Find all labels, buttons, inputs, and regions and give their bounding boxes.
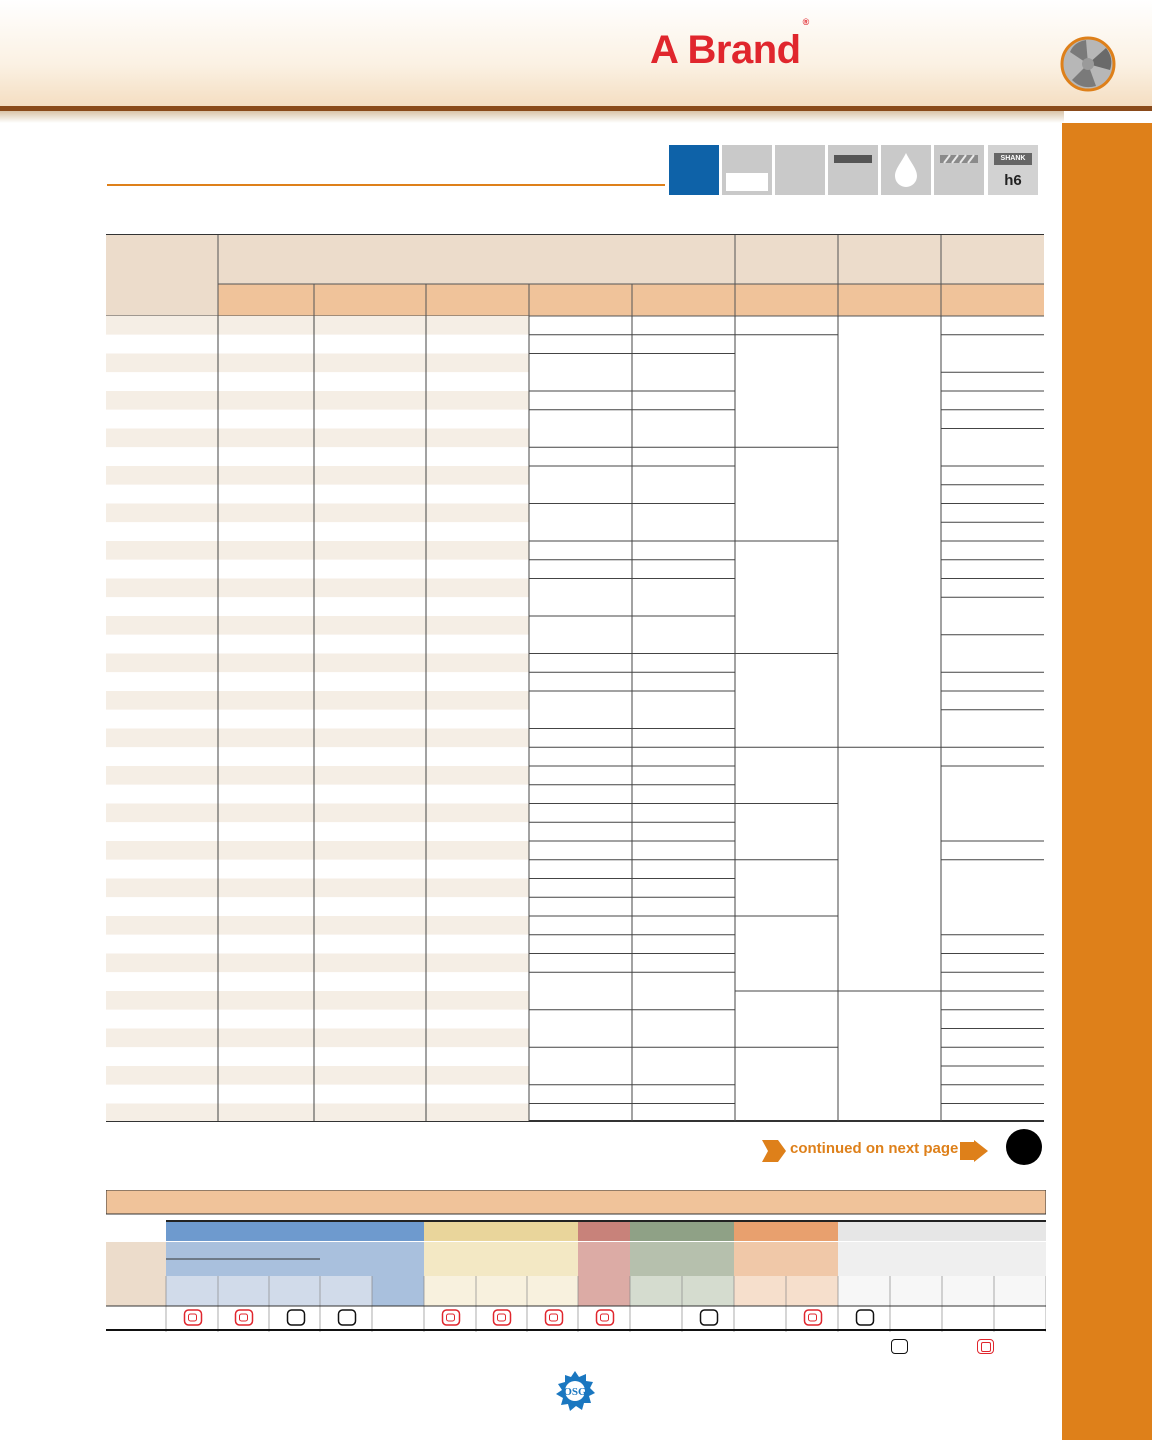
- suitability-mark: [494, 1310, 511, 1325]
- table-row: [106, 972, 529, 991]
- table-row: [106, 766, 529, 785]
- product-table: [106, 234, 1044, 1122]
- material-group-header: [734, 1222, 838, 1241]
- coolant-drop-icon: [881, 145, 931, 195]
- table-row: [106, 1085, 529, 1104]
- header-shadow: [0, 111, 1064, 123]
- table-row: [106, 597, 529, 616]
- table-row: [106, 897, 529, 916]
- table-row: [106, 485, 529, 504]
- brand-name: A Brand: [650, 28, 801, 72]
- material-suitability-grid: [106, 1190, 1046, 1332]
- material-group-header: [578, 1222, 630, 1241]
- title-underline: [107, 184, 665, 186]
- table-row: [106, 466, 529, 485]
- material-cell: [372, 1242, 424, 1306]
- table-row: [106, 560, 529, 579]
- legend-best-suited-icon: [977, 1339, 994, 1354]
- table-row: [106, 916, 529, 935]
- table-row: [106, 616, 529, 635]
- material-group-subheader: [734, 1242, 838, 1276]
- material-group-header: [424, 1222, 578, 1241]
- brand-logo: [650, 16, 809, 73]
- table-row: [106, 710, 529, 729]
- material-group-subheader: [630, 1242, 734, 1276]
- table-row: [106, 1047, 529, 1066]
- table-row: [106, 747, 529, 766]
- end-mill-logo-icon: [1060, 36, 1116, 92]
- material-suitability-table: [106, 1190, 1046, 1332]
- table-row: [106, 429, 529, 448]
- suitability-mark: [185, 1310, 202, 1325]
- table-row: [106, 954, 529, 973]
- table-row: [106, 504, 529, 523]
- table-row: [106, 935, 529, 954]
- svg-text:OSG: OSG: [563, 1386, 587, 1398]
- arrow-right-icon: [960, 1140, 988, 1162]
- shank-tolerance-icon: [988, 145, 1038, 195]
- suitability-mark: [546, 1310, 563, 1325]
- registered-mark: ®: [802, 16, 809, 27]
- table-row: [106, 579, 529, 598]
- material-group-subheader: [838, 1242, 1046, 1276]
- table-row: [106, 841, 529, 860]
- page-header: [0, 0, 1152, 108]
- suitability-mark: [236, 1310, 253, 1325]
- product-table-grid: [106, 235, 1044, 1121]
- material-group-header: [166, 1222, 424, 1241]
- flute-length-icon: [722, 145, 772, 195]
- table-row: [106, 447, 529, 466]
- material-group-header: [838, 1222, 1046, 1241]
- table-row: [106, 1104, 529, 1122]
- blank-icon: [775, 145, 825, 195]
- suitability-mark: [701, 1310, 718, 1325]
- material-group-subheader: [424, 1242, 578, 1276]
- cutting-edge-icon: [828, 145, 878, 195]
- table-row: [106, 522, 529, 541]
- table-row: [106, 1029, 529, 1048]
- suitability-mark: [805, 1310, 822, 1325]
- shank-label: SHANK: [994, 153, 1032, 165]
- section-side-tab: [1062, 123, 1152, 1440]
- material-cell: [578, 1242, 630, 1306]
- shank-tolerance: h6: [1004, 172, 1022, 189]
- helix-icon: [934, 145, 984, 195]
- suitability-mark: [339, 1310, 356, 1325]
- material-group-cells: [424, 1276, 578, 1306]
- table-row: [106, 879, 529, 898]
- arrow-right-icon: [762, 1140, 786, 1162]
- table-row: [106, 654, 529, 673]
- suitability-mark: [288, 1310, 305, 1325]
- table-row: [106, 691, 529, 710]
- table-row: [106, 729, 529, 748]
- table-row: [106, 1066, 529, 1085]
- osg-logo-icon: [554, 1370, 596, 1412]
- table-row: [106, 672, 529, 691]
- page-number-badge: [1006, 1129, 1042, 1165]
- table-row: [106, 1010, 529, 1029]
- coating-icon: [669, 145, 719, 195]
- table-subheader-bg: [218, 284, 1044, 316]
- material-group-header: [630, 1222, 734, 1241]
- table-row: [106, 991, 529, 1010]
- table-row: [106, 372, 529, 391]
- table-row: [106, 316, 529, 335]
- table-row: [106, 335, 529, 354]
- continued-text: continued on next page: [790, 1140, 959, 1157]
- suitability-title-bar: [106, 1190, 1046, 1214]
- legend-suitable-icon: [891, 1339, 908, 1354]
- table-row: [106, 804, 529, 823]
- suitability-mark: [443, 1310, 460, 1325]
- suitability-mark: [597, 1310, 614, 1325]
- table-row: [106, 541, 529, 560]
- suitability-mark: [857, 1310, 874, 1325]
- table-row: [106, 860, 529, 879]
- table-row: [106, 410, 529, 429]
- table-row: [106, 822, 529, 841]
- row-label-cell: [106, 1242, 166, 1306]
- table-row: [106, 391, 529, 410]
- table-row: [106, 785, 529, 804]
- table-row: [106, 635, 529, 654]
- table-row: [106, 354, 529, 373]
